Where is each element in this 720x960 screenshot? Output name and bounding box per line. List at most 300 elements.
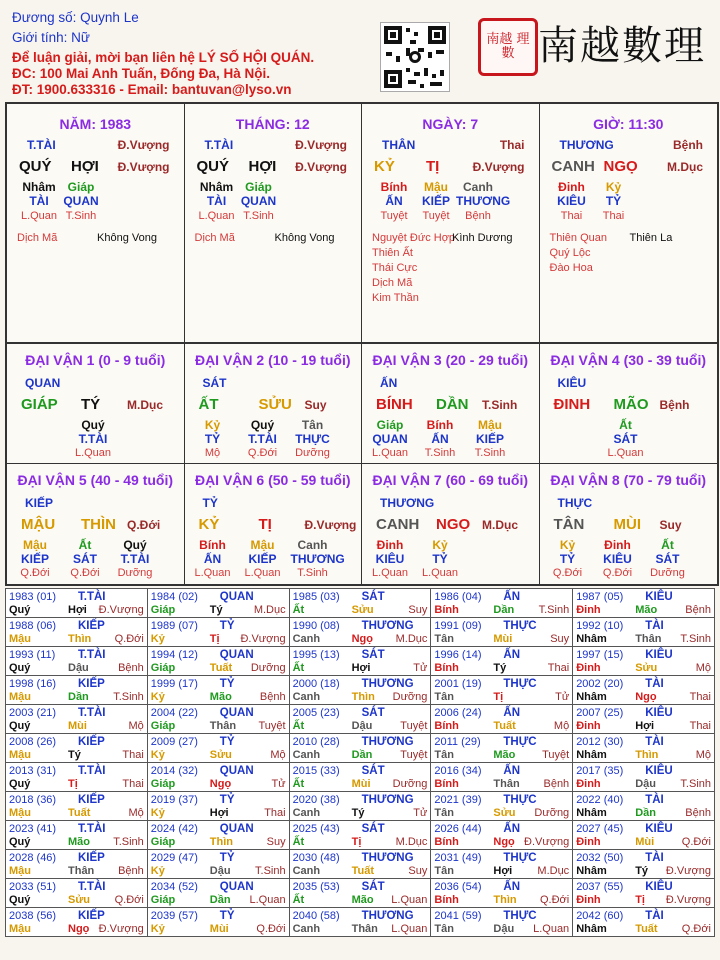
year-label: 2011 (29) [434,736,481,748]
hidden-life: Dưỡng [650,567,685,579]
stem-status: Đ.Vượng [295,138,347,152]
dai-van-cell [362,464,540,584]
year-label: 1987 (05) [576,591,624,603]
year-box [431,850,572,878]
year-phase: M.Dục [395,836,428,848]
year-cell [147,589,289,618]
year-star: TỶ [219,620,235,632]
year-phase: Thai [547,662,570,674]
year-stem: Nhâm [576,865,607,877]
stem-star: T.TÀI [27,138,56,152]
year-cell [147,647,289,676]
year-box [6,763,147,791]
year-box [290,618,431,646]
year-label: 2005 (23) [292,707,340,719]
year-phase: Đ.Vượng [98,923,144,935]
year-branch: Thân [209,720,237,732]
year-label: 2021 (39) [434,794,482,806]
dai-van-stem: KỶ [198,516,220,533]
year-cell [573,908,715,937]
hidden-star: QUAN [240,194,277,208]
hidden-star: TỶ [204,432,221,446]
dai-van-star: THƯƠNG [380,496,435,510]
year-box [431,763,572,791]
year-stem: Tân [434,807,454,819]
year-box [573,879,714,907]
year-label: 2009 (27) [150,736,198,748]
year-box [290,647,431,675]
year-stem: Nhâm [576,691,607,703]
year-branch: Thân [635,633,662,645]
year-cell [147,763,289,792]
year-box [431,618,572,646]
year-branch: Mùi [351,778,371,790]
year-phase: Thai [122,749,144,761]
year-branch: Mùi [635,836,655,848]
branch-status: Đ.Vượng [295,160,347,174]
year-phase: Tuyệt [400,720,428,732]
hidden-star: KIẾP [421,194,450,208]
stem-status: Bệnh [673,138,703,152]
dai-van-stem: ĐINH [553,396,591,413]
year-cell [147,792,289,821]
year-label: 2014 (32) [150,765,198,777]
year-label: 2026 (44) [434,823,482,835]
year-label: 2007 (25) [576,707,624,719]
hidden-star: THƯƠNG [456,194,511,208]
hidden-life: Tuyệt [380,210,408,222]
year-label: 2018 (36) [9,794,57,806]
year-cell [431,676,573,705]
year-phase: Suy [266,836,286,848]
dai-van-status: M.Dục [127,398,163,412]
year-stem: Quý [9,604,31,616]
year-stem: Bính [434,778,459,790]
year-phase: T.Sinh [113,691,144,703]
year-box [290,908,431,936]
year-label: 2024 (42) [150,823,198,835]
year-star: T.TÀI [78,707,106,719]
dai-van-status: Suy [659,518,682,532]
year-phase: Q.Đới [539,894,570,906]
hidden-star: TỶ [432,552,448,566]
year-branch: Ngọ [351,633,373,645]
heavenly-stem: CANH [551,158,595,175]
year-cell [573,734,715,763]
year-label: 2003 (21) [9,707,57,719]
year-label: 2002 (20) [576,678,624,690]
year-cell [431,647,573,676]
year-phase: Q.Đới [114,633,144,645]
year-phase: Tuyệt [400,749,428,761]
year-label: 2035 (53) [292,881,340,893]
year-star: TÀI [645,910,664,922]
year-star: SÁT [361,823,385,835]
year-stem: Mậu [9,865,31,877]
year-star: T.TÀI [78,881,106,893]
year-branch: Tị [635,894,645,906]
year-box [6,734,147,762]
year-box [431,647,572,675]
year-label: 1994 (12) [150,649,198,661]
year-box [431,589,572,617]
year-stem: Mậu [9,633,31,645]
year-label: 1990 (08) [292,620,340,632]
dai-van-branch: MÙI [613,516,641,533]
year-label: 2038 (56) [9,910,57,922]
year-label: 1997 (15) [576,649,624,661]
year-row [6,821,715,850]
year-label: 2015 (33) [292,765,340,777]
year-star: KIẾP [78,678,105,690]
year-cell [147,879,289,908]
hidden-star: THƯƠNG [290,552,345,566]
year-box [290,734,431,762]
year-star: TỶ [219,852,235,864]
year-star: THỰC [503,794,537,806]
earthly-branch: HỢI [71,158,99,175]
year-box [6,647,147,675]
year-stem: Đinh [576,894,601,906]
year-phase: Suy [550,633,570,645]
year-star: TÀI [645,736,664,748]
pillar-column [7,104,185,342]
year-cell [431,705,573,734]
dai-van-cell [362,344,540,464]
kongwang: Kình Dương [452,232,513,244]
dai-van-status: T.Sinh [482,398,518,412]
hidden-life: L.Quan [20,210,58,222]
year-phase: Mộ [695,662,711,674]
year-star: SÁT [361,765,385,777]
year-phase: Bệnh [118,662,144,674]
year-star: THƯƠNG [361,736,414,748]
year-stem: Đinh [576,720,601,732]
hidden-life: Mộ [204,447,221,459]
year-box [148,734,289,762]
year-branch: Dần [493,604,515,616]
year-cell [573,792,715,821]
dai-van-table [5,342,719,586]
year-cell [431,763,573,792]
year-branch: Tuất [351,865,374,877]
year-branch: Hợi [209,807,229,819]
year-box [573,763,714,791]
hidden-stem: Bính [380,180,408,194]
year-phase: Mộ [270,749,286,761]
hidden-life: Bệnh [465,210,491,222]
dai-van-stem: MẬU [21,516,56,533]
year-stem: Bính [434,662,459,674]
hidden-life: T.Sinh [65,210,97,222]
year-phase: Thai [264,807,286,819]
year-box [148,879,289,907]
year-box [148,647,289,675]
hidden-stem: Nhâm [199,180,234,194]
year-branch: Tị [209,633,220,645]
year-phase: Q.Đới [256,923,286,935]
year-branch: Mùi [209,923,229,935]
year-branch: Tý [635,865,649,877]
year-label: 2000 (18) [292,678,340,690]
year-row [6,908,715,937]
year-stem: Kỷ [150,807,165,819]
year-box [573,618,714,646]
year-phase: Bệnh [543,778,570,790]
year-label: 1998 (16) [9,678,57,690]
year-phase: Suy [408,865,428,877]
year-phase: Q.Đới [681,836,711,848]
year-star: TÀI [645,852,664,864]
year-branch: Dậu [351,720,373,732]
hidden-star: ẤN [385,194,403,208]
hidden-stem: Quý [123,538,147,552]
year-label: 2012 (30) [576,736,624,748]
heavenly-stem: QUÝ [196,158,230,175]
year-stem: Canh [292,865,321,877]
year-box [290,821,431,849]
shensha-item: Kim Thần [372,292,419,304]
year-cell [289,647,431,676]
hidden-stem: Canh [297,538,328,552]
year-branch: Thìn [209,836,234,848]
hidden-star: TỶ [605,194,622,208]
year-label: 2036 (54) [434,881,482,893]
pillar-title: THÁNG: 12 [235,116,310,132]
hidden-star: KIẾP [475,432,504,446]
hidden-stem: Đinh [604,538,631,552]
hidden-stem: Mậu [250,538,275,552]
hidden-stem: Canh [463,180,493,194]
year-phase: Bệnh [259,691,286,703]
year-stem: Đinh [576,604,601,616]
year-box [148,763,289,791]
pillar-title: NGÀY: 7 [422,116,479,132]
year-cell [147,908,289,937]
shensha-item: Đào Hoa [549,262,593,274]
year-phase: T.Sinh [113,836,144,848]
year-branch: Dần [635,807,656,819]
year-label: 2020 (38) [292,794,340,806]
year-cell [6,821,148,850]
year-box [6,821,147,849]
year-label: 2001 (19) [434,678,482,690]
year-cell [6,705,148,734]
dai-van-cell [7,344,185,464]
year-label: 2041 (59) [434,910,482,922]
year-star: QUAN [219,591,254,603]
hidden-life: Tuyệt [422,210,450,222]
year-phase: Bệnh [118,865,144,877]
year-star: KIẾP [78,852,105,864]
year-star: ẤN [503,591,521,603]
year-label: 2029 (47) [150,852,198,864]
hidden-stem: Đinh [376,538,404,552]
year-branch: Mão [68,836,90,848]
year-box [290,589,431,617]
year-label: 2019 (37) [150,794,198,806]
hidden-life: Dưỡng [295,447,330,459]
hidden-stem: Mậu [478,418,502,432]
year-star: THỰC [503,736,537,748]
year-box [290,705,431,733]
year-branch: Tuất [635,923,658,935]
year-star: QUAN [219,649,254,661]
year-cell [6,734,148,763]
dai-van-star: ẤN [380,376,398,390]
year-star: THỰC [503,620,537,632]
dai-van-branch: NGỌ [436,516,471,533]
year-box [148,821,289,849]
year-cell [147,734,289,763]
hidden-star: KIÊU [603,552,632,566]
year-stem: Mậu [9,807,31,819]
branch-status: Đ.Vượng [472,160,525,174]
year-box [431,821,572,849]
year-star: KIÊU [645,823,673,835]
year-label: 2040 (58) [292,910,340,922]
year-branch: Ngọ [68,923,90,935]
year-label: 2016 (34) [434,765,482,777]
year-branch: Thìn [351,691,375,703]
year-phase: Dưỡng [392,778,428,790]
year-cell [573,647,715,676]
year-branch: Dậu [209,865,231,877]
year-star: KIÊU [645,591,673,603]
year-cell [431,618,573,647]
year-stem: Tân [434,691,454,703]
year-cell [431,879,573,908]
year-box [290,850,431,878]
year-branch: Hợi [351,662,371,674]
year-stem: Bính [434,894,459,906]
pillar-column [185,104,363,342]
year-cell [573,821,715,850]
year-phase: Suy [408,604,428,616]
year-stem: Nhâm [576,923,607,935]
year-label: 1993 (11) [9,649,56,661]
year-branch: Tý [351,807,365,819]
hidden-life: L.Quan [194,567,231,579]
year-stem: Canh [292,923,321,935]
hidden-life: Q.Đới [20,567,50,579]
year-branch: Tuất [493,720,516,732]
year-stem: Đinh [576,778,601,790]
year-phase: L.Quan [391,894,428,906]
year-phase: Q.Đới [681,923,711,935]
shensha-item: Nguyệt Đức Hợp [372,232,456,244]
year-stem: Giáp [150,604,176,616]
year-star: KIÊU [645,881,673,893]
year-star: THƯƠNG [361,794,414,806]
dai-van-stem: CANH [376,516,420,533]
year-row [6,850,715,879]
year-box [431,705,572,733]
hidden-life: T.Sinh [243,210,274,222]
year-branch: Mão [493,749,516,761]
branch-status: Đ.Vượng [117,160,170,174]
year-cell [289,618,431,647]
year-star: KIẾP [78,910,105,922]
year-phase: Tuyệt [542,749,570,761]
hidden-stem: Nhâm [22,180,56,194]
hidden-stem: Kỷ [204,418,221,432]
year-cell [289,734,431,763]
dai-van-cell [7,464,185,584]
year-stem: Quý [9,894,31,906]
year-box [148,589,289,617]
year-phase: Tử [271,778,286,790]
year-row [6,647,715,676]
year-branch: Thân [68,865,95,877]
year-box [573,647,714,675]
year-branch: Mùi [68,720,87,732]
year-phase: Dưỡng [534,807,570,819]
year-star: THỰC [503,678,537,690]
year-cell [431,792,573,821]
hidden-stem: Giáp [376,418,404,432]
year-label: 1984 (02) [150,591,198,603]
stem-star: THƯƠNG [559,138,614,152]
year-branch: Mão [351,894,374,906]
year-label: 2034 (52) [150,881,198,893]
year-label: 2022 (40) [576,794,624,806]
year-box [148,792,289,820]
year-stem: Kỷ [150,923,165,935]
year-star: SÁT [361,881,385,893]
hidden-life: T.Sinh [297,567,328,579]
year-cell [147,676,289,705]
hidden-star: T.TÀI [78,432,108,446]
year-cell [289,821,431,850]
hidden-star: T.TÀI [248,432,277,446]
year-box [148,908,289,936]
dai-van-star: THỰC [557,496,593,510]
dai-van-title: ĐẠI VẬN 8 (70 - 79 tuổi) [550,472,707,488]
year-stem: Bính [434,720,459,732]
year-star: SÁT [361,707,385,719]
year-branch: Sửu [68,894,91,906]
year-label: 2017 (35) [576,765,624,777]
year-stem: Quý [9,720,31,732]
year-box [6,589,147,617]
hidden-stem: Ất [661,538,674,552]
hidden-life: Q.Đới [602,567,633,579]
dai-van-title: ĐẠI VẬN 3 (20 - 29 tuổi) [372,352,529,368]
pillar-column [540,104,718,342]
kongwang: Không Vong [97,232,157,244]
year-branch: Sửu [351,604,374,616]
hidden-life: T.Sinh [474,447,506,459]
year-box [148,618,289,646]
year-branch: Dậu [493,923,515,935]
year-cell [573,676,715,705]
hidden-stem: Ất [78,538,92,552]
year-branch: Dần [68,691,89,703]
year-star: TÀI [645,678,664,690]
hidden-life: L.Quan [371,447,409,459]
year-star: TỶ [219,794,235,806]
year-cell [6,763,148,792]
year-star: T.TÀI [78,823,106,835]
year-row [6,879,715,908]
year-phase: M.Dục [253,604,286,616]
year-label: 2030 (48) [292,852,340,864]
year-star: QUAN [219,881,254,893]
year-phase: Bệnh [685,604,711,616]
year-branch: Ngọ [493,836,515,848]
dai-van-title: ĐẠI VẬN 1 (0 - 9 tuổi) [25,352,166,368]
